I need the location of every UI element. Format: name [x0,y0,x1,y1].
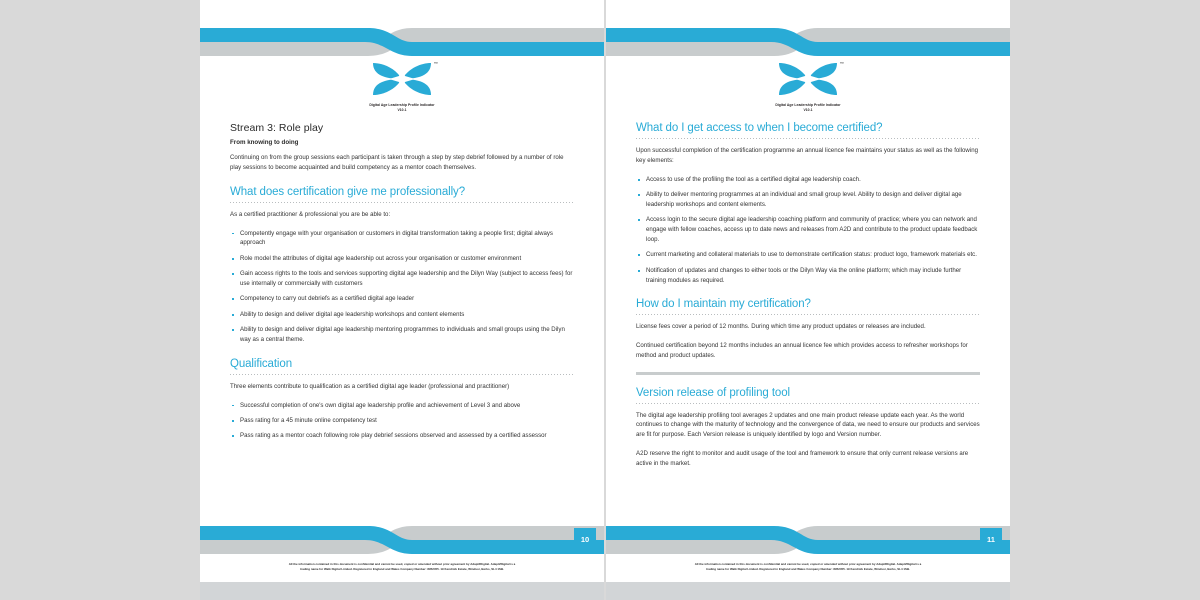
footer-wave-graphic-left [200,524,604,554]
list-item: Pass rating for a 45 minute online competency test [230,416,574,426]
header-wave-graphic-left [200,26,604,56]
section-paragraph: The digital age leadership profiling tool averages 2 updates and one main product release update each year. As the world continues to change with the maturity of technology and the convergence of data, we need to ensure our products and services are fit for purpose. Each Version release is uniquely identified by logo and Version number. [636,411,980,439]
section-paragraph: A2D reserve the right to monitor and audit usage of the tool and framework to ensure that only current release versions are active in the market. [636,450,969,467]
list-item: Access to use of the profiling the tool as a certified digital age leadership coach. [636,175,980,185]
logo-left [200,62,604,113]
page-number-badge: 10 [574,528,596,550]
footer-line-2: trading name for Walk Digital Limited. Registered in England and Wales Company Number: 8952455. 19 Kendrick Estate, Windsor, Berks, SL4 1SB. [706,567,910,572]
dotted-divider [636,403,980,404]
list-item: Access login to the secure digital age leadership coaching platform and community of practice; where you can network and engage with fellow coaches, access up to date news and releases from A2D and contribute to the product update feedback loop. [636,215,980,245]
stream-body: Continuing on from the group sessions each participant is taken through a step by step debrief followed by a number of role play sessions to become acquainted and build competency as a mentor coach themselves. [230,154,564,171]
footer-grey-band [200,582,604,600]
section-paragraph: Continued certification beyond 12 months includes an annual licence fee which provides access to refresher workshops for method and product updates. [636,342,968,360]
stream-title: Stream 3: Role play [230,122,324,134]
dotted-divider [230,374,574,375]
trademark-symbol: ™ [434,61,438,66]
list-item: Competently engage with your organisation or customers in digital transformation taking a people first; digital always approach [230,229,574,249]
footer-line-1: All the information contained in this document is confidential and cannot be used, copied or amended without prior agreement by Adapt2Digital. Adapt2Digital is a [694,562,922,566]
brand-logo-icon [371,61,438,96]
stream-subtitle: From knowing to doing [230,139,299,146]
logo-right [606,62,1010,113]
bullet-list-qualification [230,401,574,442]
list-item: Gain access rights to the tools and services supporting digital age leadership and the Dilyn Way (subject to access fees) for use internally or commercially with customers [230,269,574,289]
logo-caption [606,103,1010,113]
section-heading-version: Version release of profiling tool [636,386,790,399]
logo-caption [200,103,604,113]
logo-caption-line1: Digital Age Leadership Profile Indicator [775,103,841,107]
section-heading-access: What do I get access to when I become certified? [636,122,883,134]
list-item: Ability to design and deliver digital age leadership mentoring programmes to individuals and small groups using the Dilyn way as a central theme. [230,325,574,345]
logo-caption-line2: V10.1 [803,107,813,112]
logo-caption-line2: V10.1 [397,107,407,112]
section-heading-maintain: How do I maintain my certification? [636,298,811,311]
section-intro-qualification: Three elements contribute to qualification as a certified digital age leader (professional and practitioner) [230,382,510,390]
page-number-badge: 11 [980,528,1002,550]
footer-line-2: trading name for Walk Digital Limited. Registered in England and Wales Company Number: 8952455. 19 Kendrick Estate, Windsor, Berks, SL4 1SB. [300,567,504,572]
page-right-content [636,122,980,478]
brand-logo-icon [777,61,844,96]
list-item: Pass rating as a mentor coach following role play debrief sessions observed and assessed by a certified assessor [230,431,574,441]
section-heading-qualification: Qualification [230,357,292,370]
list-item: Role model the attributes of digital age leadership out across your organisation or customer environment [230,254,574,264]
grey-divider [636,372,980,375]
section-intro-access: Upon successful completion of the certification programme an annual licence fee maintains your status as well as the following key elements: [636,147,979,164]
list-item: Successful completion of one's own digital age leadership profile and achievement of Level 3 and above [230,401,574,411]
section-paragraph: License fees cover a period of 12 months. During which time any product updates or releases are included. [636,323,926,331]
section-heading-professionally: What does certification give me professionally? [230,185,465,198]
list-item: Current marketing and collateral materials to use to demonstrate certification status: product logo, framework materials etc. [636,250,980,260]
footer-disclaimer-left [232,562,572,573]
page-left [200,0,604,600]
list-item: Ability to design and deliver digital age leadership workshops and content elements [230,310,574,320]
header-wave-graphic-right [606,26,1010,56]
list-item: Ability to deliver mentoring programmes at an individual and small group level. Ability to design and deliver digital age leadership workshops and content elements. [636,190,980,210]
bullet-list-access [636,175,980,286]
footer-grey-band [606,582,1010,600]
bullet-list-professionally [230,229,574,345]
dotted-divider [636,138,980,139]
footer-line-1: All the information contained in this document is confidential and cannot be used, copied or amended without prior agreement by Adapt2Digital. Adapt2Digital is a [288,562,516,566]
dotted-divider [230,202,574,203]
footer-wave-graphic-right [606,524,1010,554]
document-spread [200,0,1010,600]
footer-disclaimer-right [638,562,978,573]
page-left-content [230,122,574,447]
logo-caption-line1: Digital Age Leadership Profile Indicator [369,103,435,107]
page-right [606,0,1010,600]
list-item: Competency to carry out debriefs as a certified digital age leader [230,294,574,304]
dotted-divider [636,314,980,315]
list-item: Notification of updates and changes to either tools or the Dilyn Way via the online platform; which may include further training modules as required. [636,266,980,286]
section-intro-professionally: As a certified practitioner & professional you are be able to: [230,210,391,218]
trademark-symbol: ™ [840,61,844,66]
